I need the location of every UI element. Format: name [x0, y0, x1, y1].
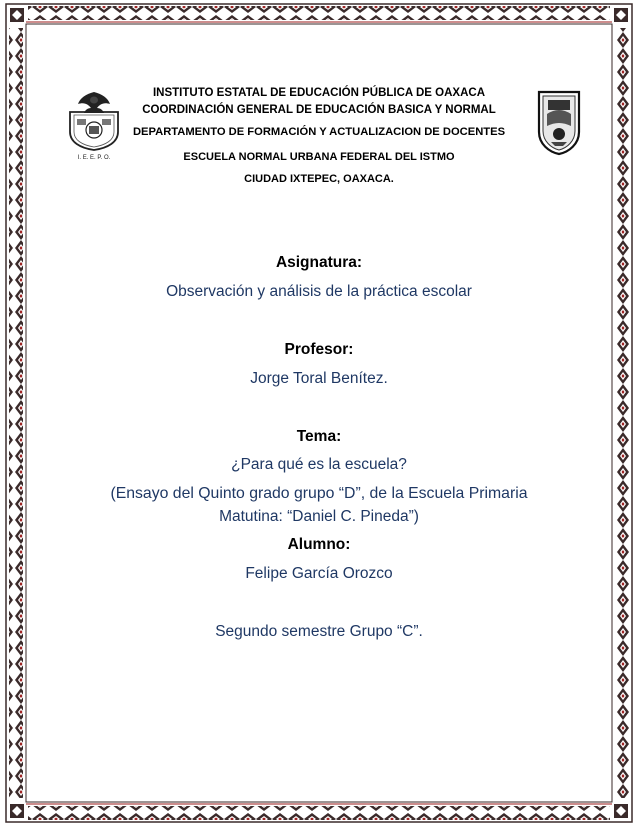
profesor-label: Profesor: [284, 341, 354, 358]
header-coordination: COORDINACIÓN GENERAL DE EDUCACIÓN BASICA Y NORMAL [142, 104, 496, 116]
alumno-label: Alumno: [287, 536, 351, 553]
asignatura-value: Observación y análisis de la práctica escolar [166, 283, 472, 300]
asignatura-label: Asignatura: [275, 254, 363, 271]
tema-detail-line1: (Ensayo del Quinto grado grupo “D”, de la Escuela Primaria [110, 485, 528, 502]
header-institute: INSTITUTO ESTATAL DE EDUCACIÓN PÚBLICA DE OAXACA [152, 87, 486, 99]
tema-value: ¿Para qué es la escuela? [231, 456, 407, 473]
header-school: ESCUELA NORMAL URBANA FEDERAL DEL ISTMO [183, 151, 455, 163]
header-city: CIUDAD IXTEPEC, OAXACA. [244, 173, 394, 185]
ieepo-caption: I. E. E. P. O. [77, 155, 111, 160]
semester-group: Segundo semestre Grupo “C”. [215, 623, 423, 640]
tema-detail-line2: Matutina: “Daniel C. Pineda”) [219, 508, 419, 525]
profesor-value: Jorge Toral Benítez. [250, 370, 388, 387]
alumno-value: Felipe García Orozco [245, 565, 393, 582]
tema-label: Tema: [296, 428, 342, 445]
header-department: DEPARTAMENTO DE FORMACIÓN Y ACTUALIZACION DE DOCENTES [132, 126, 506, 138]
